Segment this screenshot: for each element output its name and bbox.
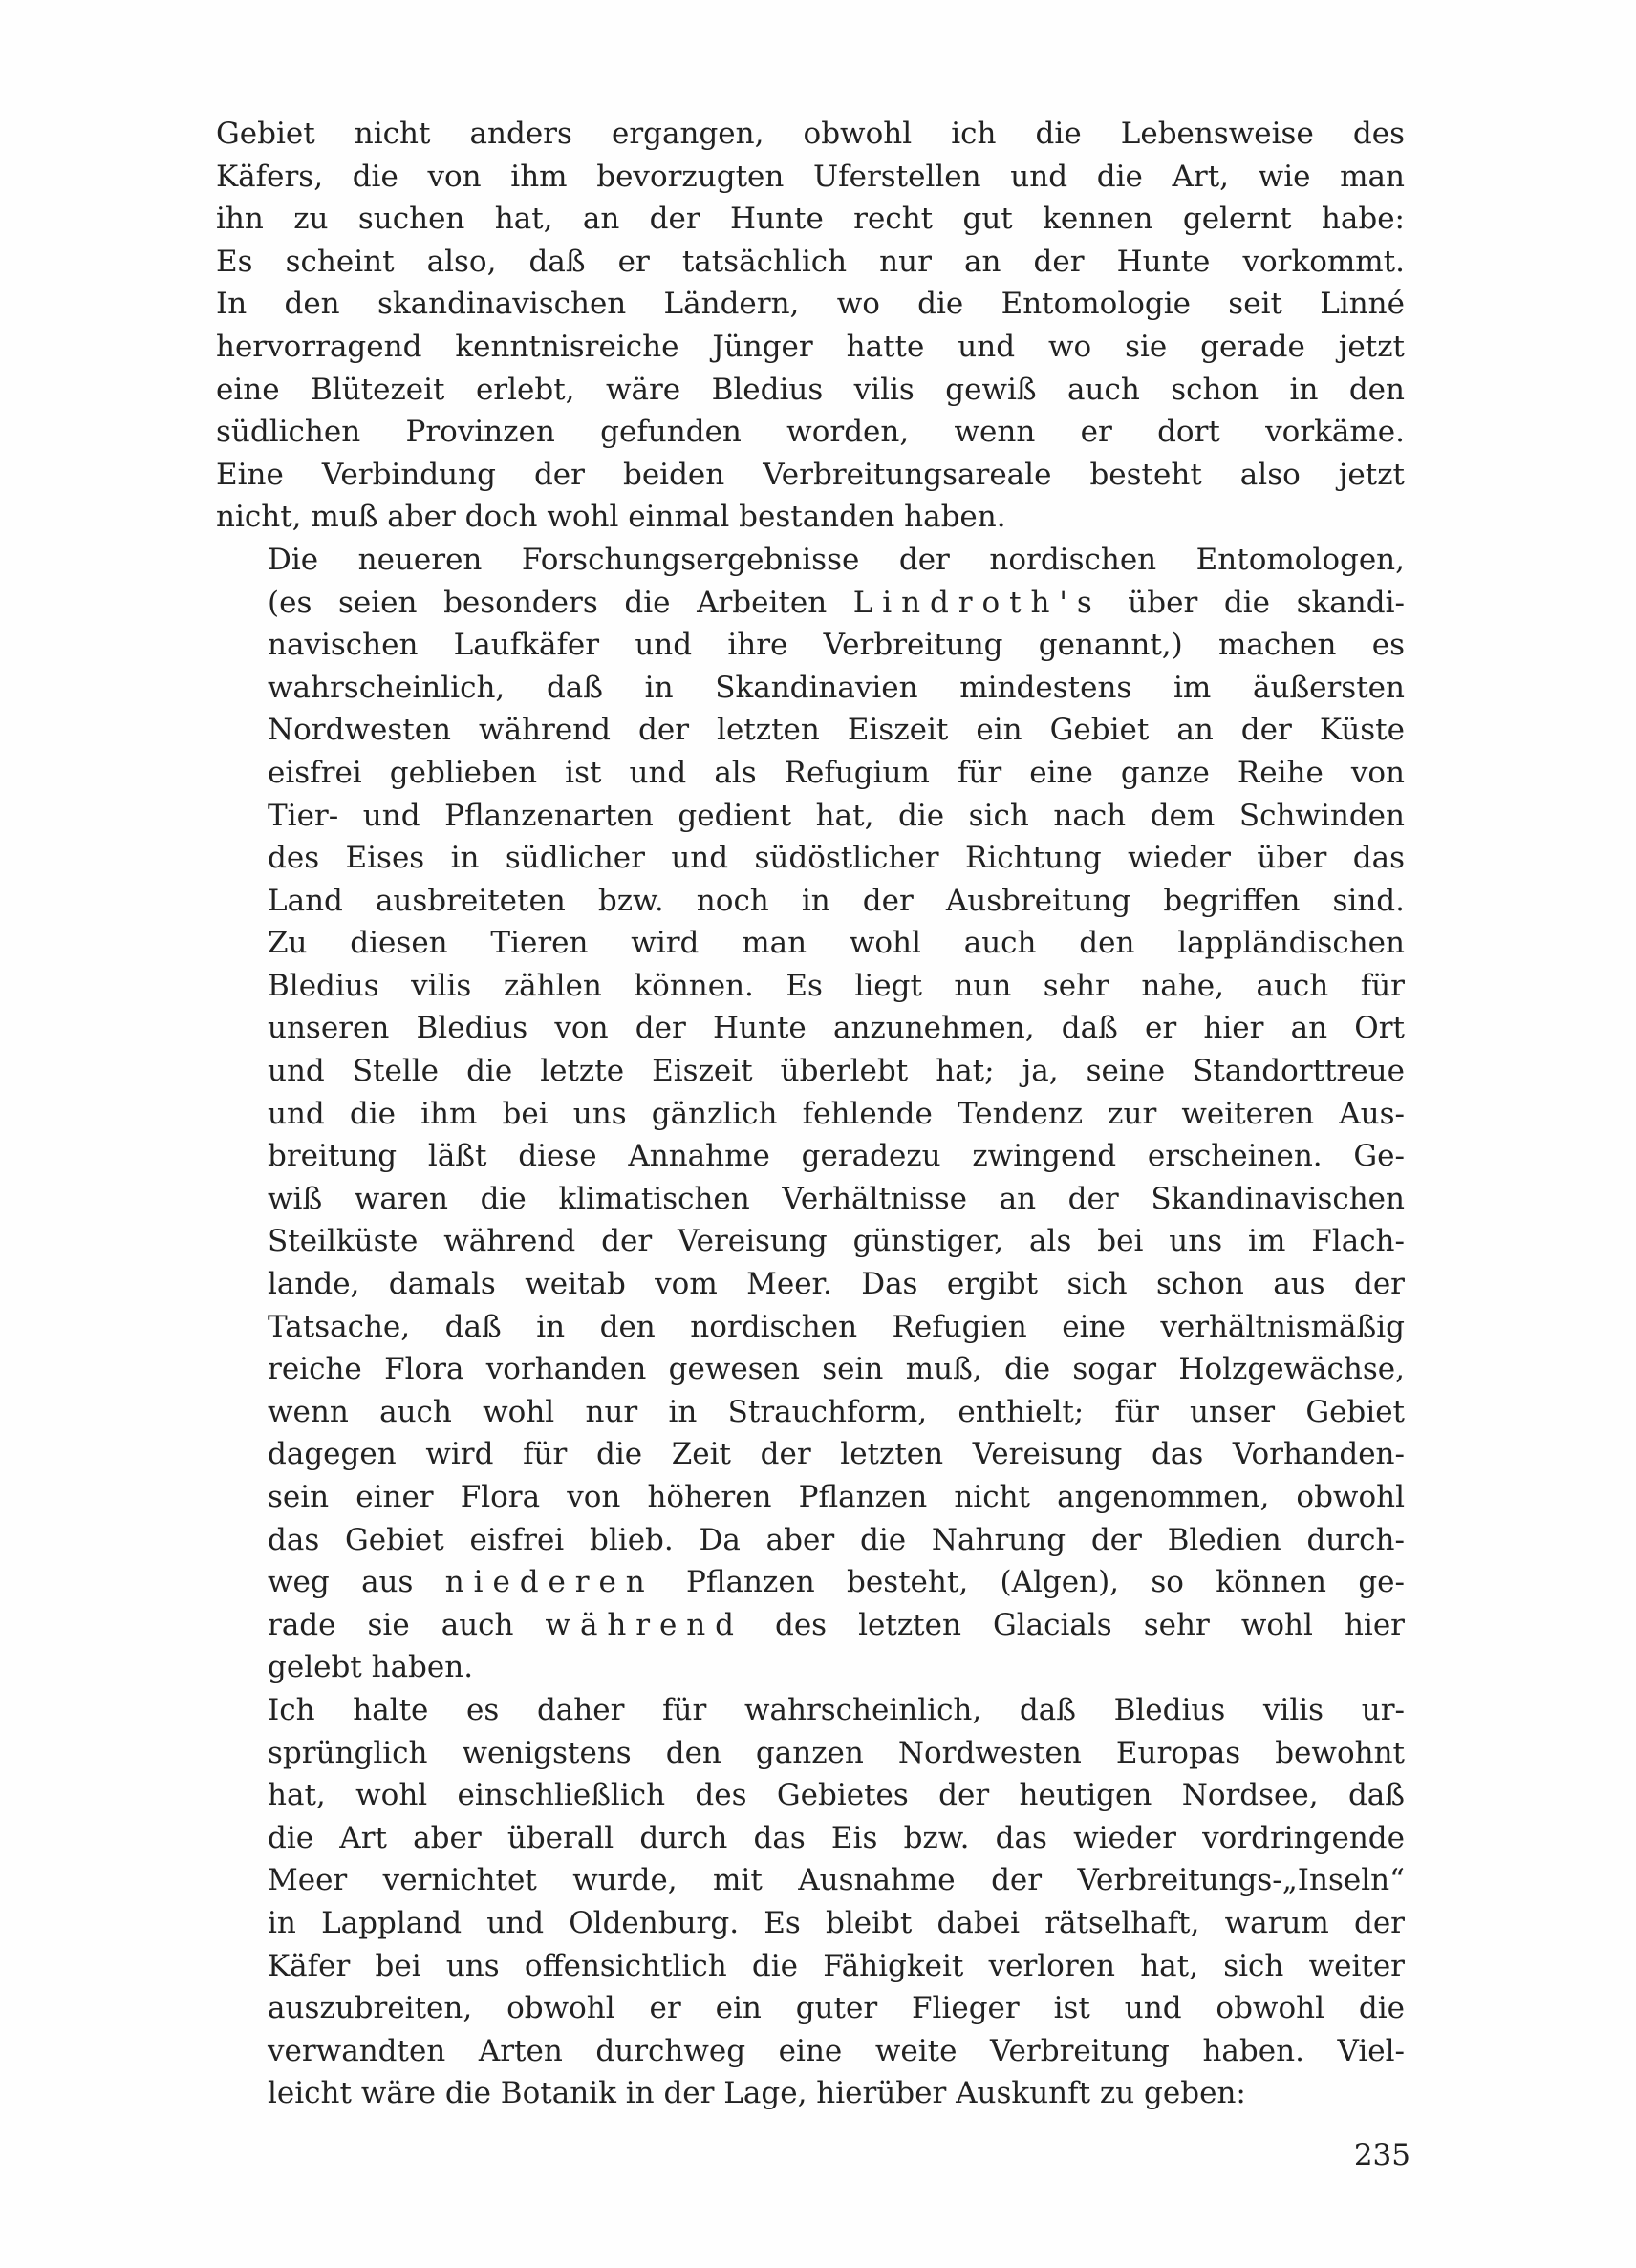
emphasis-spaced: Lindroth's bbox=[852, 585, 1102, 620]
text-line: des Eises in südlicher und südöstlicher Richtung wieder über das bbox=[268, 841, 1405, 876]
text-line: eine Blütezeit erlebt, wäre Bledius vilis gewiß auch schon in den bbox=[216, 372, 1405, 407]
text-line: Meer vernichtet wurde, mit Ausnahme der Verbreitungs-„Inseln“ bbox=[268, 1863, 1405, 1898]
paragraph-1 bbox=[216, 113, 1405, 539]
page-number: 235 bbox=[1353, 2138, 1410, 2172]
text-line: Käfers, die von ihm bevorzugten Uferstellen und die Art, wie man bbox=[216, 159, 1405, 194]
text-line: eisfrei geblieben ist und als Refugium für eine ganze Reihe von bbox=[268, 755, 1405, 790]
text-line: breitung läßt diese Annahme geradezu zwingend erscheinen. Ge- bbox=[268, 1139, 1405, 1174]
text-line: Die neueren Forschungsergebnisse der nordischen Entomologen, bbox=[268, 542, 1405, 577]
text-line: reiche Flora vorhanden gewesen sein muß, die sogar Holzgewächse, bbox=[268, 1352, 1405, 1387]
text-line: und die ihm bei uns gänzlich fehlende Tendenz zur weiteren Aus- bbox=[268, 1096, 1405, 1131]
text-line: sprünglich wenigstens den ganzen Nordwesten Europas bewohnt bbox=[268, 1735, 1405, 1770]
text-line: gelebt haben. bbox=[268, 1650, 474, 1685]
text-line: Eine Verbindung der beiden Verbreitungsareale besteht also jetzt bbox=[216, 457, 1405, 492]
text-line: dagegen wird für die Zeit der letzten Vereisung das Vorhanden- bbox=[268, 1437, 1405, 1472]
text-line: und Stelle die letzte Eiszeit überlebt hat; ja, seine Standorttreue bbox=[268, 1054, 1405, 1089]
text-line: ihn zu suchen hat, an der Hunte recht gut kennen gelernt habe: bbox=[216, 202, 1405, 237]
text-line: leicht wäre die Botanik in der Lage, hierüber Auskunft zu geben: bbox=[268, 2076, 1246, 2111]
text-line: südlichen Provinzen gefunden worden, wenn er dort vorkäme. bbox=[216, 415, 1405, 450]
text-line: Steilküste während der Vereisung günstiger, als bei uns im Flach- bbox=[268, 1224, 1405, 1259]
text-line: hervorragend kenntnisreiche Jünger hatte und wo sie gerade jetzt bbox=[216, 329, 1405, 364]
body-text bbox=[216, 113, 1405, 2115]
text-line: rade sie auch während des letzten Glacials sehr wohl hier bbox=[268, 1607, 1405, 1642]
emphasis-spaced: während bbox=[545, 1607, 743, 1642]
paragraph-2 bbox=[216, 539, 1405, 1689]
text-line: hat, wohl einschließlich des Gebietes der heutigen Nordsee, daß bbox=[268, 1778, 1405, 1813]
text-line: Ich halte es daher für wahrscheinlich, daß Bledius vilis ur- bbox=[268, 1692, 1405, 1727]
text-line: lande, damals weitab vom Meer. Das ergibt sich schon aus der bbox=[268, 1267, 1405, 1302]
text-line: Nordwesten während der letzten Eiszeit ein Gebiet an der Küste bbox=[268, 713, 1405, 748]
text-line: verwandten Arten durchweg eine weite Verbreitung haben. Viel- bbox=[268, 2033, 1405, 2068]
text-line: auszubreiten, obwohl er ein guter Flieger ist und obwohl die bbox=[268, 1991, 1405, 2026]
emphasis-spaced: niederen bbox=[444, 1565, 655, 1600]
text-line: Land ausbreiteten bzw. noch in der Ausbreitung begriffen sind. bbox=[268, 883, 1405, 918]
text-line: in Lappland und Oldenburg. Es bleibt dabei rätselhaft, warum der bbox=[268, 1905, 1405, 1940]
paragraph-3 bbox=[216, 1689, 1405, 2115]
text-line: das Gebiet eisfrei blieb. Da aber die Nahrung der Bledien durch- bbox=[268, 1522, 1405, 1557]
text-line: unseren Bledius von der Hunte anzunehmen, daß er hier an Ort bbox=[268, 1011, 1405, 1046]
text-line: Tatsache, daß in den nordischen Refugien eine verhältnismäßig bbox=[268, 1309, 1405, 1344]
text-line: Käfer bei uns offensichtlich die Fähigkeit verloren hat, sich weiter bbox=[268, 1948, 1405, 1983]
text-line: (es seien besonders die Arbeiten Lindroth's über die skandi- bbox=[268, 585, 1405, 620]
text-line: Zu diesen Tieren wird man wohl auch den lappländischen bbox=[268, 926, 1405, 961]
text-line: wenn auch wohl nur in Strauchform, enthielt; für unser Gebiet bbox=[268, 1394, 1405, 1429]
text-line: wiß waren die klimatischen Verhältnisse an der Skandinavischen bbox=[268, 1181, 1405, 1216]
text-line: Bledius vilis zählen können. Es liegt nun sehr nahe, auch für bbox=[268, 968, 1405, 1003]
text-line: weg aus niederen Pflanzen besteht, (Algen), so können ge- bbox=[268, 1565, 1405, 1600]
text-line: Gebiet nicht anders ergangen, obwohl ich die Lebensweise des bbox=[216, 117, 1405, 151]
text-line: sein einer Flora von höheren Pflanzen nicht angenommen, obwohl bbox=[268, 1480, 1405, 1514]
text-line: In den skandinavischen Ländern, wo die Entomologie seit Linné bbox=[216, 287, 1405, 322]
text-line: Tier- und Pflanzenarten gedient hat, die sich nach dem Schwinden bbox=[268, 798, 1405, 833]
text-line: wahrscheinlich, daß in Skandinavien mindestens im äußersten bbox=[268, 670, 1405, 705]
text-line: Es scheint also, daß er tatsächlich nur an der Hunte vorkommt. bbox=[216, 244, 1405, 279]
text-line: navischen Laufkäfer und ihre Verbreitung genannt,) machen es bbox=[268, 628, 1405, 663]
text-line: die Art aber überall durch das Eis bzw. das wieder vordringende bbox=[268, 1820, 1405, 1855]
text-line: nicht, muß aber doch wohl einmal bestanden haben. bbox=[216, 500, 1006, 535]
